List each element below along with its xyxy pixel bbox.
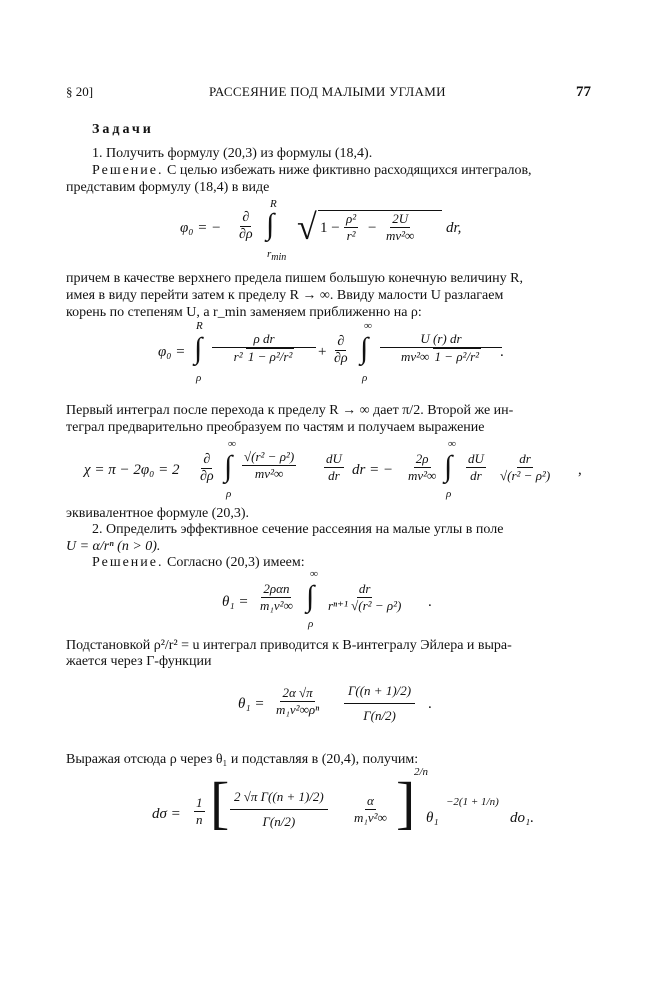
eq6-lhs: dσ = (152, 806, 181, 822)
solution-2-text: Согласно (20,3) имеем: (163, 555, 305, 570)
eq2-n1: ρ dr (212, 332, 316, 348)
eq1-root-one: 1 − (320, 220, 340, 236)
eq3-mid: dr = − (352, 462, 394, 478)
eq1-lower-limit (267, 248, 286, 263)
eq1-frac-u (384, 212, 416, 244)
eq1-integral-sign: ∫ (266, 208, 275, 241)
equation-6 (152, 766, 552, 852)
solution-1-line-2: представим формулу (18,4) в виде (66, 180, 270, 195)
eq3-d-num: ∂ (201, 452, 212, 469)
eq3-d-den: ∂ρ (200, 469, 214, 485)
eq6-in-num: 2 √π Γ((n + 1)/2) (230, 786, 328, 810)
eq2-d-num: ∂ (335, 334, 346, 351)
eq2-frac-2 (380, 332, 502, 365)
eq1-root-sign: √ (297, 207, 317, 247)
para-9: Выражая отсюда ρ через θ₁ и подставляя в (20,4), получим: (66, 752, 419, 767)
eq4-upper: ∞ (310, 568, 318, 580)
eq2-upper-2: ∞ (364, 320, 372, 332)
eq2-root2: 1 − ρ²/r² (434, 348, 480, 364)
eq1-f1-num: ρ² (346, 211, 357, 226)
eq5-lhs: θ₁ = (238, 696, 265, 712)
eq3-dr-den: √(r² − ρ²) (500, 467, 551, 483)
eq4-c-num: 2ραn (263, 581, 290, 596)
eq3-d1: mv²∞ (254, 465, 284, 481)
eq3-upper-1: ∞ (228, 438, 236, 450)
eq3-n1: √(r² − ρ²) (244, 449, 295, 464)
eq4-integral: ∫ (306, 580, 315, 613)
eq6-right-bracket: ] (396, 770, 416, 835)
eq2-derivative (332, 334, 350, 368)
solution-1-line-1 (92, 163, 532, 179)
eq3-integral-2: ∫ (444, 450, 453, 483)
eq3-lower-1: ρ (226, 488, 232, 500)
eq5-coef (274, 686, 321, 718)
eq6-tail: do₁. (510, 810, 534, 826)
problems-heading: Задачи (92, 122, 154, 137)
eq3-du2-den: dr (470, 467, 482, 483)
eq6-exponent: 2/n (414, 766, 429, 778)
equation-1 (180, 198, 480, 268)
eq6-theta: θ₁ (426, 810, 439, 826)
eq4-coef (258, 582, 295, 614)
para-4-line-2: теграл предварительно преобразуем по частям и получаем выражение (66, 420, 485, 435)
eq3-derivative (198, 452, 216, 486)
eq1-upper-limit: R (270, 198, 277, 210)
eq1-lower-r: r (267, 248, 272, 260)
eq2-lower-1: ρ (196, 372, 202, 384)
eq3-du (324, 452, 344, 484)
eq3-coef (406, 452, 438, 484)
eq1-tail: dr, (446, 220, 462, 236)
eq3-du-den: dr (328, 467, 340, 483)
eq2-d2a: mv²∞ (400, 348, 430, 364)
eq3-du-num: dU (326, 451, 342, 466)
eq1-f2-num: 2U (392, 211, 409, 226)
eq2-integral-2: ∫ (360, 332, 369, 365)
eq3-du2-num: dU (468, 451, 484, 466)
eq3-dr (498, 452, 552, 484)
eq2-tail: . (500, 344, 504, 360)
eq3-integral-1: ∫ (224, 450, 233, 483)
equation-4 (222, 568, 442, 634)
eq2-n2: U (r) dr (380, 332, 502, 348)
eq6-a-num: α (367, 793, 374, 808)
eq4-integrand (326, 582, 403, 614)
para-3-line-2: имея в виду перейти затем к пределу R → ∞. Ввиду малости U разлагаем (66, 288, 504, 303)
para-5: эквивалентное формуле (20,3). (66, 506, 249, 521)
para-3-line-1: причем в качестве верхнего предела пишем большую конечную величину R, (66, 271, 523, 286)
eq1-minus: − (368, 220, 377, 236)
eq3-upper-2: ∞ (448, 438, 456, 450)
eq4-i-num: dr (358, 581, 371, 596)
eq6-one-num: 1 (196, 795, 203, 810)
eq1-frac-rho (344, 212, 358, 244)
para-4-line-1: Первый интеграл после перехода к пределу R → ∞ дает π/2. Второй же ин- (66, 403, 514, 418)
equation-2 (158, 320, 508, 390)
equation-3 (84, 438, 584, 504)
eq5-c-den: m₁v²∞ρⁿ (276, 701, 320, 717)
eq6-in-den: Γ(n/2) (262, 813, 296, 829)
eq5-g-den: Γ(n/2) (363, 707, 396, 723)
eq4-tail: . (428, 594, 432, 610)
eq1-root-bar (318, 210, 442, 212)
eq2-d2 (399, 348, 483, 365)
solution-1-text: С целью избежать ниже фиктивно расходящихся интегралов, (163, 163, 532, 178)
eq2-plus: + (318, 344, 327, 360)
eq5-c-num: 2α √π (282, 685, 313, 700)
eq6-inner (230, 786, 328, 834)
eq6-one-over-n (194, 796, 205, 828)
para-8-line-1: Подстановкой ρ²/r² = u интеграл приводится к B-интегралу Эйлера и выра- (66, 638, 512, 653)
eq2-d-den: ∂ρ (334, 351, 348, 367)
problem-2-line-2: U = α/rⁿ (n > 0). (66, 539, 161, 554)
eq2-d1a: r² (233, 348, 243, 364)
eq5-gamma (344, 680, 415, 728)
eq4-lower: ρ (308, 618, 314, 630)
eq2-integral-1: ∫ (194, 332, 203, 365)
eq3-frac-1 (242, 450, 296, 482)
eq6-a-den: m₁v²∞ (354, 809, 387, 825)
eq1-d-den: ∂ρ (239, 227, 253, 243)
eq4-i-den: rⁿ⁺¹ √(r² − ρ²) (328, 597, 402, 613)
eq6-left-bracket: [ (210, 770, 230, 835)
eq6-theta-exponent: −2(1 + 1/n) (446, 796, 499, 808)
eq3-du-2 (466, 452, 486, 484)
eq4-lhs: θ₁ = (222, 594, 249, 610)
eq2-d1 (232, 348, 297, 365)
eq1-lhs: φ₀ = − (180, 220, 222, 236)
eq2-lower-2: ρ (362, 372, 368, 384)
eq1-derivative (237, 210, 255, 244)
solution-label: Решение. (92, 163, 164, 178)
eq3-lhs: χ = π − 2φ₀ = 2 (84, 462, 180, 478)
eq3-lower-2: ρ (446, 488, 452, 500)
eq4-c-den: m₁v²∞ (260, 597, 293, 613)
eq2-root1: 1 − ρ²/r² (247, 348, 293, 364)
eq3-dr-num: dr (519, 451, 531, 466)
problem-2-line-1: 2. Определить эффективное сечение рассеяния на малые углы в поле (92, 522, 504, 537)
page-number: 77 (576, 84, 591, 100)
eq6-alpha (352, 794, 389, 826)
eq3-c-num: 2ρ (415, 451, 429, 466)
para-8-line-2: жается через Γ-функции (66, 654, 212, 669)
eq1-f2-den: mv²∞ (386, 227, 415, 243)
eq2-frac-1 (212, 332, 316, 365)
eq3-tail: , (578, 462, 582, 478)
eq3-c-den: mv²∞ (408, 467, 437, 483)
problem-1: 1. Получить формулу (20,3) из формулы (18,4). (92, 146, 373, 161)
eq2-upper-1: R (196, 320, 203, 332)
eq6-one-den: n (196, 811, 203, 827)
equation-5 (238, 670, 438, 740)
eq5-tail: . (428, 696, 432, 712)
eq1-f1-den: r² (346, 227, 356, 243)
eq2-lhs: φ₀ = (158, 344, 186, 360)
running-title: РАССЕЯНИЕ ПОД МАЛЫМИ УГЛАМИ (209, 84, 446, 99)
section-marker: § 20] (66, 84, 94, 99)
eq1-d-num: ∂ (240, 210, 251, 227)
solution-2-label: Решение. (92, 555, 164, 570)
eq1-lower-sub: min (271, 252, 287, 264)
eq5-g-num: Γ((n + 1)/2) (344, 680, 415, 704)
para-3-line-3: корень по степеням U, а r_min заменяем приближенно на ρ: (66, 305, 422, 320)
